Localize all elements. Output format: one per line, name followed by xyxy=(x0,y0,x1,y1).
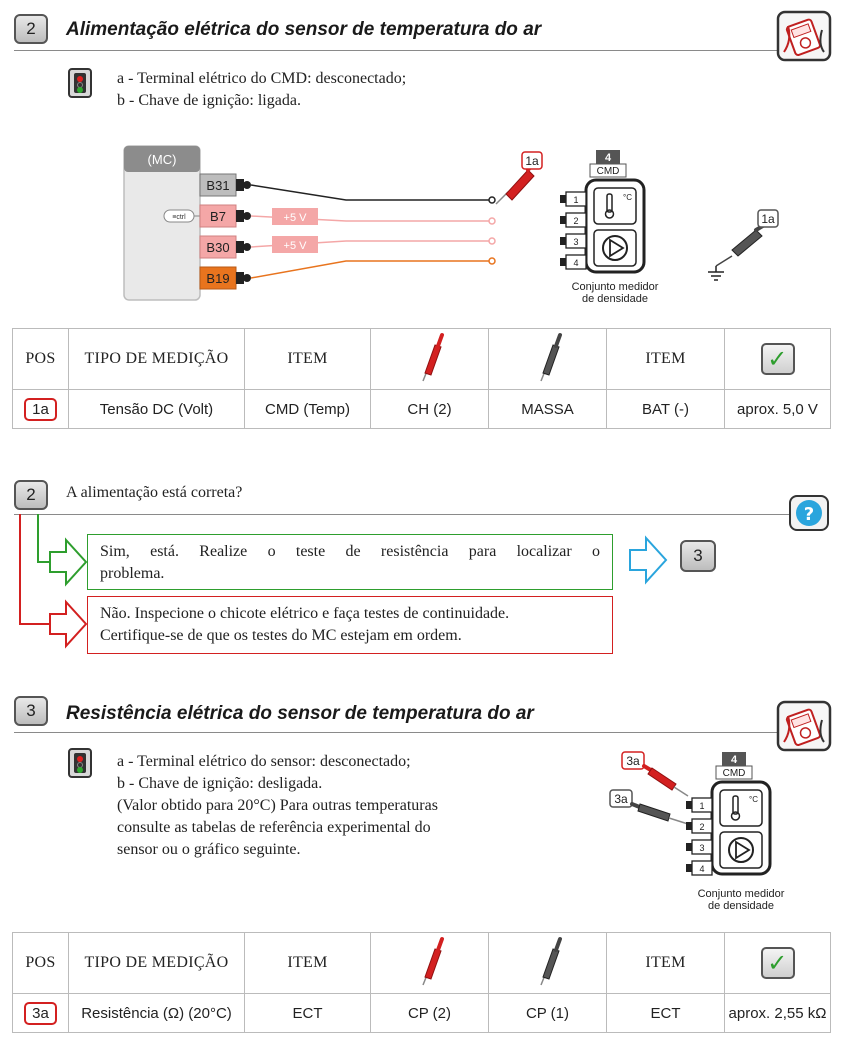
red-probe-icon xyxy=(415,935,445,987)
yes-arrow-icon xyxy=(50,540,86,584)
cmd-pin-2: 2 xyxy=(573,216,579,226)
header-result xyxy=(725,329,831,390)
resistance-diagram xyxy=(608,744,808,914)
cell-black-probe: CP (1) xyxy=(489,994,607,1033)
step-number-badge: 2 xyxy=(14,14,48,44)
traffic-light-icon xyxy=(68,748,92,778)
svg-text:3a: 3a xyxy=(626,754,640,768)
component-caption-line2: de densidade xyxy=(707,900,775,912)
goto-step-button[interactable]: 3 xyxy=(680,540,716,572)
svg-text:1a: 1a xyxy=(525,154,539,168)
cmd-pin-3: 3 xyxy=(573,237,579,247)
check-icon: ✓ xyxy=(761,343,795,375)
red-probe-icon xyxy=(415,331,445,383)
svg-text:1a: 1a xyxy=(761,212,775,226)
svg-text:CMD: CMD xyxy=(722,768,746,779)
header-red-probe xyxy=(371,329,489,390)
svg-text:°C: °C xyxy=(749,795,758,804)
question-divider xyxy=(14,514,790,515)
cell-item-2: ECT xyxy=(607,994,725,1033)
no-answer-box xyxy=(87,596,613,654)
wire-b19 xyxy=(251,261,490,278)
yes-answer-box xyxy=(87,534,613,590)
wire-b31 xyxy=(251,185,490,200)
cell-item: CMD (Temp) xyxy=(245,390,371,429)
header-item-2: ITEM xyxy=(607,329,725,390)
cell-black-probe: MASSA xyxy=(489,390,607,429)
cmd-pin-1: 1 xyxy=(573,195,579,205)
module-internal-label: ≡ctrl xyxy=(172,214,186,221)
header-measurement-type: TIPO DE MEDIÇÃO xyxy=(69,329,245,390)
cmd-pin-3: 3 xyxy=(699,843,705,853)
goto-arrow-icon xyxy=(626,535,670,585)
svg-text:?: ? xyxy=(803,504,815,525)
cell-measurement-type: Tensão DC (Volt) xyxy=(69,390,245,429)
module-label: (MC) xyxy=(147,152,177,167)
section-title: Resistência elétrica do sensor de temperatura do ar xyxy=(66,703,534,724)
header-pos: POS xyxy=(13,329,69,390)
pin-b30-label: B30 xyxy=(206,240,230,255)
svg-text:+5 V: +5 V xyxy=(283,240,307,252)
black-probe-icon xyxy=(716,224,766,266)
ground-icon xyxy=(708,266,724,280)
cell-red-probe: CP (2) xyxy=(371,994,489,1033)
condition-note-1: (Valor obtido para 20°C) Para outras temperaturas xyxy=(117,797,438,814)
section-divider xyxy=(14,732,780,733)
conditions-list xyxy=(117,751,438,861)
pin-b19-label: B19 xyxy=(206,271,230,286)
header-item: ITEM xyxy=(245,329,371,390)
cell-item-2: BAT (-) xyxy=(607,390,725,429)
cell-result: aprox. 2,55 kΩ xyxy=(725,994,831,1033)
section-title: Alimentação elétrica do sensor de temperatura do ar xyxy=(66,19,542,40)
cell-result: aprox. 5,0 V xyxy=(725,390,831,429)
header-pos: POS xyxy=(13,933,69,994)
cmd-pin-4: 4 xyxy=(699,864,705,874)
svg-text:°C: °C xyxy=(623,193,632,202)
cmd-pin-2: 2 xyxy=(699,822,705,832)
condition-a: a - Terminal elétrico do CMD: desconectado; xyxy=(117,70,407,87)
svg-text:CMD: CMD xyxy=(596,166,620,177)
condition-b: b - Chave de ignição: ligada. xyxy=(117,92,301,109)
no-arrow-icon xyxy=(50,602,86,646)
measurement-table xyxy=(12,328,831,429)
cell-red-probe: CH (2) xyxy=(371,390,489,429)
step-number-badge: 3 xyxy=(14,696,48,726)
no-answer-line1: Não. Inspecione o chicote elétrico e faça testes de continuidade. xyxy=(100,605,510,622)
cmd-pin-1: 1 xyxy=(699,801,705,811)
component-caption-line2: de densidade xyxy=(581,293,649,305)
header-result xyxy=(725,933,831,994)
svg-text:4: 4 xyxy=(604,152,612,164)
header-measurement-type: TIPO DE MEDIÇÃO xyxy=(69,933,245,994)
svg-text:3a: 3a xyxy=(614,792,628,806)
cell-item: ECT xyxy=(245,994,371,1033)
pin-b31-label: B31 xyxy=(206,178,230,193)
cell-pos: 1a xyxy=(13,390,69,429)
condition-a: a - Terminal elétrico do sensor: desconectado; xyxy=(117,753,411,770)
header-red-probe xyxy=(371,933,489,994)
cell-measurement-type: Resistência (Ω) (20°C) xyxy=(69,994,245,1033)
multimeter-icon xyxy=(776,10,832,62)
svg-text:+5 V: +5 V xyxy=(283,212,307,224)
question-icon xyxy=(788,494,830,532)
measurement-table xyxy=(12,932,831,1033)
check-icon: ✓ xyxy=(761,947,795,979)
header-item-2: ITEM xyxy=(607,933,725,994)
yes-answer-line1: Sim, está. Realize o teste de resistência para localizar o xyxy=(100,543,600,560)
pin-b7-label: B7 xyxy=(210,209,226,224)
red-probe-icon xyxy=(644,766,688,796)
yes-answer-line2: problema. xyxy=(100,565,165,582)
svg-text:4: 4 xyxy=(730,754,738,766)
header-item: ITEM xyxy=(245,933,371,994)
component-caption-line1: Conjunto medidor xyxy=(697,888,785,900)
header-black-probe xyxy=(489,329,607,390)
question-text: A alimentação está correta? xyxy=(66,484,243,501)
black-probe-icon xyxy=(533,331,563,383)
cmd-pin-4: 4 xyxy=(573,258,579,268)
black-probe-icon xyxy=(533,935,563,987)
black-probe-icon xyxy=(632,804,688,824)
condition-note-2: consulte as tabelas de referência experimental do xyxy=(117,819,431,836)
cell-pos: 3a xyxy=(13,994,69,1033)
conditions-list xyxy=(117,68,406,112)
question-step-badge: 2 xyxy=(14,480,48,510)
traffic-light-icon xyxy=(68,68,92,98)
no-answer-line2: Certifique-se de que os testes do MC estejam em ordem. xyxy=(100,627,462,644)
condition-b: b - Chave de ignição: desligada. xyxy=(117,775,323,792)
section-divider xyxy=(14,50,780,51)
header-black-probe xyxy=(489,933,607,994)
wiring-diagram xyxy=(110,140,810,315)
condition-note-3: sensor ou o gráfico seguinte. xyxy=(117,841,301,858)
component-caption-line1: Conjunto medidor xyxy=(571,281,659,293)
